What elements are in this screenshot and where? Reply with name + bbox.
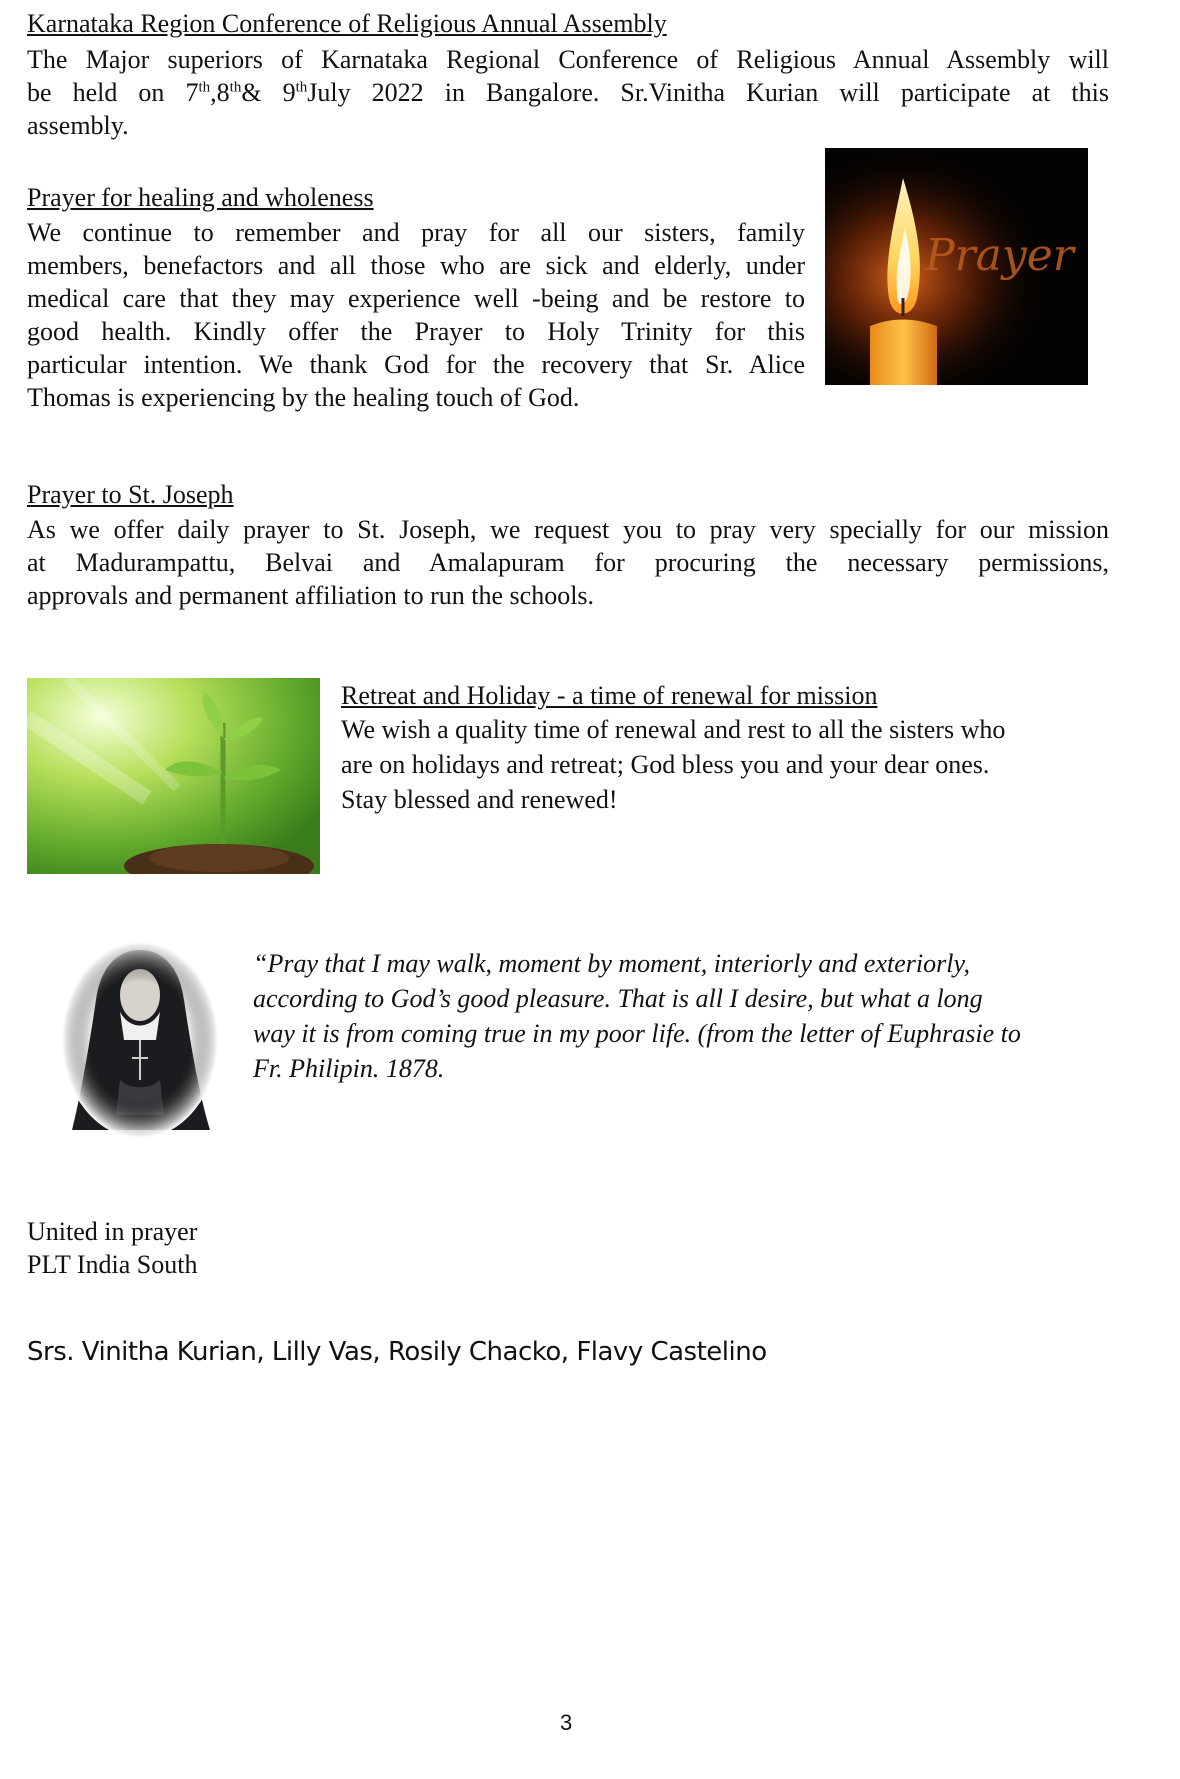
euphrasie-portrait — [60, 940, 220, 1140]
assembly-body — [27, 43, 1109, 142]
quote-line: way it is from coming true in my poor life. (from the letter of Euphrasie to — [253, 1019, 1021, 1048]
prayer-candle-image — [825, 148, 1088, 385]
closing-line: United in prayer — [27, 1217, 198, 1246]
seedling-image — [27, 678, 320, 874]
healing-line: good health. Kindly offer the Prayer to Holy Trinity for this — [27, 317, 805, 346]
assembly-title: Karnataka Region Conference of Religious Annual Assembly — [27, 9, 667, 38]
page-number: 3 — [560, 1710, 573, 1735]
retreat-line: Stay blessed and renewed! — [341, 785, 618, 814]
closing — [27, 1215, 197, 1281]
signatories: Srs. Vinitha Kurian, Lilly Vas, Rosily Chacko, Flavy Castelino — [27, 1337, 767, 1367]
assembly-line: be held on 7th,8th& 9thJuly 2022 in Bangalore. Sr.Vinitha Kurian will participate at this — [27, 78, 1109, 107]
assembly-line: The Major superiors of Karnataka Regional Conference of Religious Annual Assembly will — [27, 45, 1109, 74]
quote-line: according to God’s good pleasure. That is all I desire, but what a long — [253, 984, 983, 1013]
joseph-line: approvals and permanent affiliation to run the schools. — [27, 581, 595, 610]
quote-line: “Pray that I may walk, moment by moment, interiorly and exteriorly, — [253, 949, 971, 978]
healing-line: We continue to remember and pray for all our sisters, family — [27, 218, 805, 247]
joseph-body — [27, 513, 1109, 612]
healing-line: Thomas is experiencing by the healing touch of God. — [27, 383, 580, 412]
retreat-body — [341, 712, 1005, 817]
healing-line: medical care that they may experience well -being and be restore to — [27, 284, 805, 313]
quote-line: Fr. Philipin. 1878. — [253, 1054, 445, 1083]
closing-line: PLT India South — [27, 1250, 198, 1279]
healing-line: particular intention. We thank God for the recovery that Sr. Alice — [27, 350, 805, 379]
joseph-line: at Madurampattu, Belvai and Amalapuram for procuring the necessary permissions, — [27, 548, 1109, 577]
healing-title: Prayer for healing and wholeness — [27, 183, 374, 212]
joseph-title: Prayer to St. Joseph — [27, 480, 234, 509]
retreat-line: We wish a quality time of renewal and rest to all the sisters who — [341, 715, 1006, 744]
assembly-line: assembly. — [27, 111, 129, 140]
retreat-title: Retreat and Holiday - a time of renewal for mission — [341, 681, 878, 710]
retreat-line: are on holidays and retreat; God bless you and your dear ones. — [341, 750, 990, 779]
joseph-line: As we offer daily prayer to St. Joseph, we request you to pray very specially for our mission — [27, 515, 1109, 544]
healing-line: members, benefactors and all those who are sick and elderly, under — [27, 251, 805, 280]
healing-body — [27, 216, 805, 414]
euphrasie-quote — [253, 946, 1021, 1086]
prayer-image-caption: Prayer — [925, 230, 1074, 281]
